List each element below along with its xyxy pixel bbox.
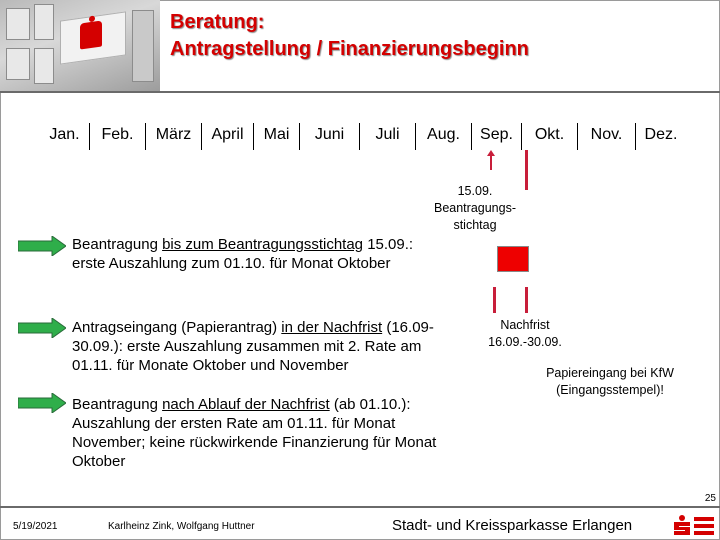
stichtag-label-line-3: stichtag	[453, 218, 497, 232]
footer-divider	[0, 506, 720, 508]
item-nachfrist-underlined: in der Nachfrist	[281, 319, 383, 336]
item-nach-ablauf-post: (ab 01.10.):	[329, 396, 411, 413]
month-apr: April	[202, 123, 254, 150]
footer-date: 5/19/2021	[13, 521, 58, 532]
month-dec: Dez.	[644, 126, 678, 143]
stichtag-label-line-2: Beantragungs-	[433, 201, 516, 215]
arrow-right-icon	[18, 236, 66, 256]
sparkasse-s-icon	[80, 20, 102, 49]
arrow-right-icon	[18, 393, 66, 413]
item-nach-ablauf-underlined: nach Ablauf der Nachfrist	[162, 396, 330, 413]
nachfrist-end-marker	[525, 287, 528, 313]
header-divider	[0, 91, 720, 93]
papiereingang-label	[530, 365, 690, 399]
sparkasse-logo-icon	[670, 513, 716, 537]
nachfrist-label-line-1: Nachfrist	[500, 318, 550, 332]
month-aug: Aug.	[416, 123, 472, 150]
nachfrist-label-line-2: 16.09.-30.09.	[488, 335, 562, 349]
item-nach-ablauf-rest: Auszahlung der ersten Rate am 01.11. für Monat November; keine rückwirkende Finanzierung für Monat Oktober	[72, 415, 437, 470]
item-nach-ablauf-pre: Beantragung	[72, 396, 163, 413]
footer-authors: Karlheinz Zink, Wolfgang Huttner	[108, 521, 255, 532]
stichtag-arrow-icon	[486, 150, 496, 170]
stichtag-label	[420, 183, 530, 234]
arrow-right-icon	[18, 318, 66, 338]
item-stichtag	[72, 235, 442, 273]
stichtag-label-line-1: 15.09.	[457, 184, 493, 198]
title-line-2: Antragstellung / Finanzierungsbeginn	[170, 38, 529, 60]
month-jun: Juni	[300, 123, 360, 150]
page-number: 25	[704, 493, 716, 504]
slide-title	[170, 9, 529, 63]
nachfrist-start-marker	[493, 287, 496, 313]
item-nachfrist-rest: (16.09-30.09.): erste Auszahlung zusammen mit 2. Rate am 01.11. für Monate Oktober und November	[72, 319, 434, 374]
papiereingang-label-line-1: Papiereingang bei KfW	[546, 366, 674, 380]
month-jan: Jan.	[40, 123, 90, 150]
item-stichtag-pre: Beantragung	[72, 236, 163, 253]
item-nach-ablauf	[72, 395, 467, 471]
month-feb: Feb.	[90, 123, 146, 150]
title-line-1: Beratung:	[170, 11, 265, 33]
month-nov: Nov.	[578, 123, 636, 150]
item-stichtag-underlined: bis zum Beantragungsstichtag	[162, 236, 364, 253]
month-may: Mai	[254, 123, 300, 150]
stichtag-box	[497, 246, 529, 272]
item-nachfrist-pre: Antragseingang (Papierantrag)	[72, 319, 282, 336]
item-nachfrist	[72, 318, 460, 375]
nachfrist-label	[470, 317, 580, 351]
month-sep: Sep.	[472, 123, 522, 150]
footer-bank-name: Stadt- und Kreissparkasse Erlangen	[392, 517, 633, 534]
month-jul: Juli	[360, 123, 416, 150]
month-mar: März	[146, 123, 202, 150]
item-stichtag-rest: 15.09.: erste Auszahlung zum 01.10. für Monat Oktober	[72, 236, 414, 272]
month-oct: Okt.	[522, 123, 578, 150]
header-photo	[0, 0, 160, 92]
papiereingang-label-line-2: (Eingangsstempel)!	[556, 383, 664, 397]
